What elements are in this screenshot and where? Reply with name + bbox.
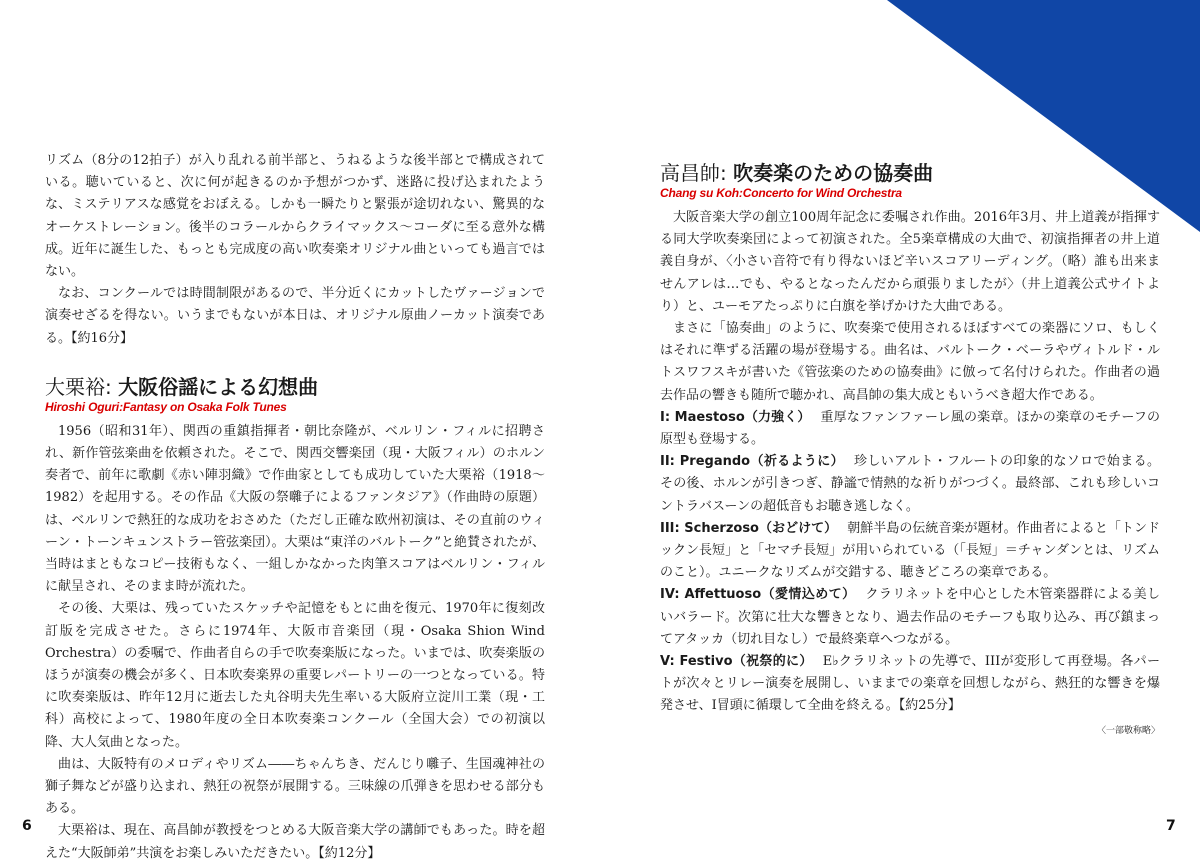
movement-entry (660, 651, 1160, 718)
work-title: 吹奏楽のための協奏曲 (733, 161, 934, 185)
body-paragraph: 1956（昭和31年）、関西の重鎮指揮者・朝比奈隆が、ベルリン・フィルに招聘され、新作管弦楽曲を依頼された。そこで、関西交響楽団（現・大阪フィル）のホルン奏者で、前年に歌劇《赤い陣羽織》で作曲家としても成功していた大栗裕（1918～1982）を起用する。その作品《大阪の祭囃子によるファンタジア》（作曲時の原題）は、ベルリンで熱狂的な成功をおさめた（ただし正確な欧州初演は、その直前のウィーン・トーンキュンストラー管弦楽団）。大栗は“東洋のバルトーク”と絶賛されたが、当時はまともなコピー技術もなく、一組しかなかった肉筆スコアはベルリン・フィルに献呈され、そのまま時が流れた。 (45, 423, 545, 595)
section-title-ja (660, 160, 1160, 186)
movement-title: IV: Affettuoso（愛情込めて） (660, 587, 856, 603)
movement-entry (660, 451, 1160, 518)
work-title: 大阪俗謡による幻想曲 (118, 374, 319, 399)
movement-entry (660, 518, 1160, 585)
body-paragraph: 曲は、大阪特有のメロディやリズム――ちゃんちき、だんじり囃子、生国魂神社の獅子舞などが盛り込まれ、熱狂の祝祭が展開する。三味線の爪弾きを思わせる部分もある。 (45, 756, 545, 817)
movement-entry (660, 584, 1160, 651)
section-title-en: Chang su Koh:Concerto for Wind Orchestra (660, 186, 902, 200)
movement-text: 重厚なファンファーレ風の楽章。ほかの楽章のモチーフの原型も登場する。 (660, 409, 1160, 448)
page-number-left: 6 (22, 818, 32, 834)
movement-text: E♭クラリネットの先導で、IIIが変形して再登場。各パートが次々とリレー演奏を展開し、いままでの楽章を回想しながら、熱狂的な響きを爆発させ、I冒頭に循環して全曲を終える。【約25分】 (660, 654, 1160, 714)
movement-title: V: Festivo（祝祭的に） (660, 654, 813, 670)
honorifics-note: 〈一部敬称略〉 (1096, 725, 1160, 736)
body-paragraph: まさに「協奏曲」のように、吹奏楽で使用されるほぼすべての楽器にソロ、もしくはそれに準ずる活躍の場が登場する。曲名は、バルトーク・ベーラやヴィトルド・ルトスワフスキが書いた《管弦楽のための協奏曲》に倣って名付けられた。作曲者の過去作品の響きも随所で聴かれ、高昌帥の集大成ともいうべき超大作である。 (660, 321, 1160, 403)
body-paragraph: その後、大栗は、残っていたスケッチや記憶をもとに曲を復元、1970年に復刻改訂版を完成させた。さらに1974年、大阪市音楽団（現・Osaka Shion Wind Orchestra）の委嘱で、作曲者自らの手で吹奏楽版になった。いまでは、吹奏楽版のほうが演奏の機会が多く、日本吹奏楽界の重要レパートリーの一つとなっている。特に吹奏楽版は、昨年12月に逝去した丸谷明夫先生率いる大阪府立淀川工業（現・工科）高校によって、1980年度の全日本吹奏楽コンクール（全国大会）での初演以降、大人気曲となった。 (45, 601, 545, 750)
movement-title: I: Maestoso（力強く） (660, 409, 811, 425)
movement-entry (660, 407, 1160, 451)
intro-paragraph: リズム（8分の12拍子）が入り乱れる前半部と、うねるような後半部とで構成されている。聴いていると、次に何が起きるのか予想がつかず、迷路に投げ込まれたような、ミステリアスな感覚をおぼえる。しかも一瞬たりと緊張が途切れない、驚異的なオーケストレーション。後半のコラールからクライマックス～コーダに至る意外な構成。近年に誕生した、もっとも完成度の高い吹奏楽オリジナル曲といっても過言ではない。 (45, 153, 545, 280)
body-paragraph: 大栗裕は、現在、高昌帥が教授をつとめる大阪音楽大学の講師でもあった。時を超えた“大阪師弟”共演をお楽しみいただきたい。【約12分】 (45, 823, 545, 861)
composer-name: 高昌帥: (660, 161, 734, 185)
section-heading-oguri (45, 374, 545, 415)
composer-name: 大栗裕: (45, 374, 119, 399)
intro-paragraph: なお、コンクールでは時間制限があるので、半分近くにカットしたヴァージョンで演奏せざるを得ない。いうまでもないが本日は、オリジナル原曲ノーカット演奏である。【約16分】 (45, 286, 545, 346)
section-title-ja (45, 374, 545, 400)
page-number-right: 7 (1166, 818, 1176, 834)
movement-title: II: Pregando（祈るように） (660, 454, 845, 470)
body-paragraph: 大阪音楽大学の創立100周年記念に委嘱され作曲。2016年3月、井上道義が指揮する同大学吹奏楽団によって初演された。全5楽章構成の大曲で、初演指揮者の井上道義自身が、〈小さい音符で有り得ないほど辛いスコアリーディング。（略）誰も出来ませんアレは…でも、やるとなったんだから頑張りましたが〉（井上道義公式サイトより）と、ユーモアたっぷりに白旗を挙げかけた大曲である。 (660, 210, 1160, 314)
movement-text: クラリネットを中心とした木管楽器群による美しいバラード。次第に壮大な響きとなり、過去作品のモチーフも取り込み、再び鎮まってアタッカ（切れ目なし）で最終楽章へつながる。 (660, 587, 1161, 647)
movement-text: 朝鮮半島の伝統音楽が題材。作曲者によると「トンドックン長短」と「セマチ長短」が用いられている（「長短」＝チャンダンとは、リズムのこと）。ユニークなリズムが交錯する、聴きどころの楽章である。 (660, 520, 1160, 581)
section-heading-koh (660, 160, 1160, 201)
section-title-en: Hiroshi Oguri:Fantasy on Osaka Folk Tunes (45, 399, 287, 414)
movement-text: 珍しいアルト・フルートの印象的なソロで始まる。その後、ホルンが引きつぎ、静謐で情熱的な祈りがつづく。最終部、これも珍しいコントラバスーンの超低音もお聴き逃しなく。 (660, 454, 1160, 514)
right-page-column (660, 160, 1160, 738)
movement-title: III: Scherzoso（おどけて） (660, 520, 838, 536)
left-page-column (45, 150, 545, 865)
